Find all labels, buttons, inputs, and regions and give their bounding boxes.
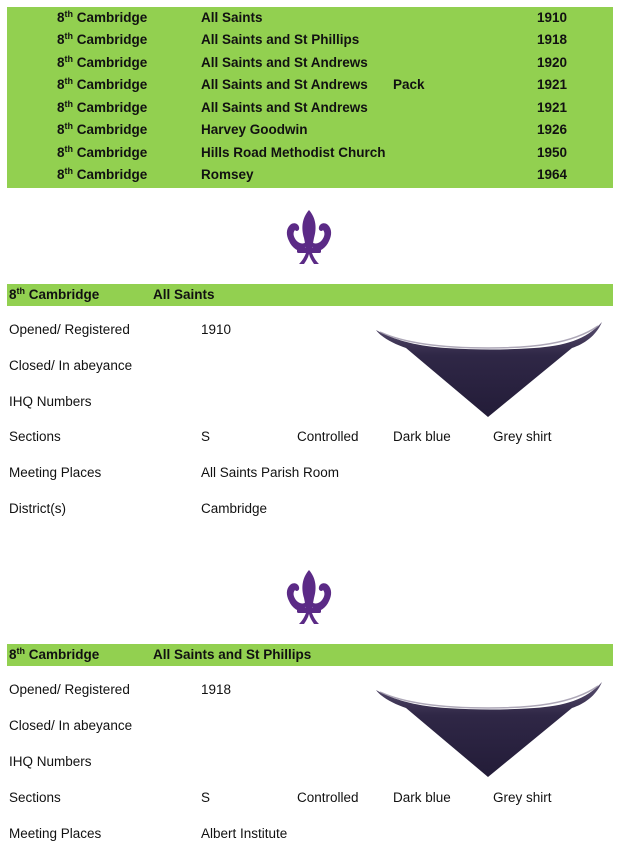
group-year: 1918 — [537, 32, 568, 47]
ihq-label: IHQ Numbers — [9, 754, 92, 769]
shirt-colour: Grey shirt — [493, 429, 552, 444]
sections-controlled: Controlled — [297, 429, 359, 444]
group-number: 8th Cambridge — [57, 31, 148, 47]
group-number: 8th Cambridge — [57, 121, 148, 137]
group-name: All Saints and St Andrews — [201, 55, 368, 70]
ihq-label: IHQ Numbers — [9, 394, 92, 409]
group-number: 8th Cambridge — [57, 99, 148, 115]
group-number: 8th Cambridge — [57, 144, 148, 160]
sections-label: Sections — [9, 429, 61, 444]
summary-row — [7, 52, 613, 74]
group-number: 8th Cambridge — [57, 9, 148, 25]
group-name: All Saints — [201, 10, 263, 25]
sections-label: Sections — [9, 790, 61, 805]
necker-colour: Dark blue — [393, 429, 451, 444]
summary-row — [7, 7, 613, 29]
group-header — [7, 284, 613, 306]
meeting-value: Albert Institute — [201, 826, 288, 841]
summary-row — [7, 74, 613, 96]
group-year: 1910 — [537, 10, 568, 25]
group-number: 8th Cambridge — [9, 286, 100, 302]
group-year: 1926 — [537, 122, 568, 137]
groups-summary-table — [7, 7, 613, 188]
opened-label: Opened/ Registered — [9, 682, 130, 697]
group-name: Hills Road Methodist Church — [201, 145, 386, 160]
group-name: All Saints and St Andrews — [201, 77, 368, 92]
sections-value: S — [201, 429, 211, 444]
neckerchief-icon — [376, 682, 604, 777]
district-value: Cambridge — [201, 501, 268, 516]
opened-value: 1910 — [201, 322, 232, 337]
fleur-de-lis-icon — [278, 568, 340, 628]
shirt-colour: Grey shirt — [493, 790, 552, 805]
closed-label: Closed/ In abeyance — [9, 718, 133, 733]
group-name: All Saints and St Andrews — [201, 100, 368, 115]
group-name: All Saints and St Phillips — [153, 647, 312, 662]
group-year: 1921 — [537, 100, 568, 115]
summary-row — [7, 119, 613, 141]
necker-colour: Dark blue — [393, 790, 451, 805]
meeting-value: All Saints Parish Room — [201, 465, 340, 480]
group-number: 8th Cambridge — [57, 54, 148, 70]
group-name: Romsey — [201, 167, 254, 182]
group-name: All Saints and St Phillips — [201, 32, 360, 47]
group-number: 8th Cambridge — [57, 76, 148, 92]
summary-row — [7, 164, 613, 186]
summary-row — [7, 142, 613, 164]
meeting-label: Meeting Places — [9, 465, 102, 480]
group-header — [7, 644, 613, 666]
opened-value: 1918 — [201, 682, 232, 697]
district-label: District(s) — [9, 501, 66, 516]
closed-label: Closed/ In abeyance — [9, 358, 133, 373]
group-year: 1920 — [537, 55, 568, 70]
group-year: 1964 — [537, 167, 568, 182]
group-name: All Saints — [153, 287, 215, 302]
group-subtype: Pack — [393, 77, 425, 92]
group-year: 1921 — [537, 77, 568, 92]
summary-row — [7, 29, 613, 51]
sections-controlled: Controlled — [297, 790, 359, 805]
meeting-label: Meeting Places — [9, 826, 102, 841]
summary-row — [7, 97, 613, 119]
sections-value: S — [201, 790, 211, 805]
group-number: 8th Cambridge — [57, 166, 148, 182]
group-number: 8th Cambridge — [9, 646, 100, 662]
group-year: 1950 — [537, 145, 568, 160]
group-name: Harvey Goodwin — [201, 122, 308, 137]
fleur-de-lis-icon — [278, 208, 340, 268]
opened-label: Opened/ Registered — [9, 322, 130, 337]
neckerchief-icon — [376, 322, 604, 417]
